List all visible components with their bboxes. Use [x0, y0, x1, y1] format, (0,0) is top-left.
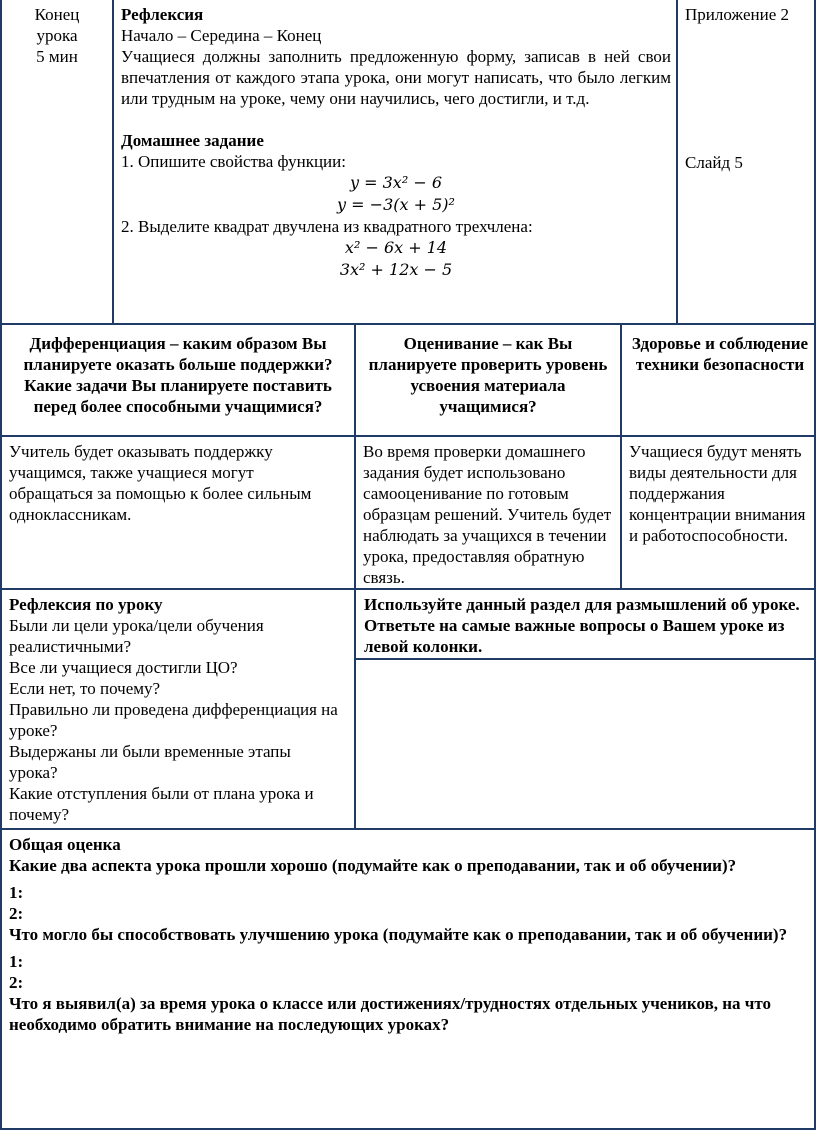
- homework-task-1: 1. Опишите свойства функции:: [121, 152, 346, 171]
- reflection-questions-title: Рефлексия по уроку: [9, 595, 163, 614]
- reflection-question-2: Все ли учащиеся достигли ЦО?: [9, 658, 238, 677]
- formula-2: [121, 194, 671, 216]
- reflection-question-4: Правильно ли проведена дифференциация на уроке?: [9, 700, 338, 740]
- top-table: [0, 0, 816, 325]
- reflection-question-1: Были ли цели урока/цели обучения реалистичными?: [9, 616, 264, 656]
- appendix-label: Приложение 2: [685, 5, 789, 24]
- summary-answer-1-2: 2:: [9, 904, 24, 923]
- summary-title: Общая оценка: [9, 835, 121, 854]
- reflection-text: Учащиеся должны заполнить предложенную форму, записав в ней свои впечатления от каждого этапа урока, они могут написать, что было легким или трудным на уроке, чему они научились, чего достигли, и т.д.: [121, 47, 671, 108]
- formula-1: [121, 172, 671, 194]
- homework-title: Домашнее задание: [121, 131, 264, 150]
- reflection-title: Рефлексия: [121, 5, 204, 24]
- header-assessment: Оценивание – как Вы планируете проверить уровень усвоения материала учащимися?: [368, 334, 608, 416]
- formula-4: [121, 259, 671, 281]
- cell-health-safety: Учащиеся будут менять виды деятельности для поддержания концентрации внимания и работоспособности.: [629, 442, 806, 545]
- summary-question-2: Что могло бы способствовать улучшению урока (подумайте как о преподавании, так и об обучении)?: [9, 925, 788, 944]
- reflection-questions: [9, 594, 339, 825]
- summary-content: [9, 834, 809, 1035]
- reflection-instructions: Используйте данный раздел для размышлений об уроке. Ответьте на самые важные вопросы о Вашем уроке из левой колонки.: [364, 595, 800, 656]
- resources-cell: [685, 4, 815, 173]
- cell-assessment: Во время проверки домашнего задания будет использовано самооценивание по готовым образцам решений. Учитель будет наблюдать за учащихся в течении урока, предоставляя обратную связь.: [363, 442, 612, 587]
- formula-3: [121, 237, 671, 259]
- formula-4-text: 3x² + 12x − 5: [339, 260, 453, 279]
- header-health-safety: Здоровье и соблюдение техники безопасности: [631, 334, 809, 374]
- summary-question-3: Что я выявил(а) за время урока о классе или достижениях/трудностях отдельных учеников, на что необходимо обратить внимание на последующих уроках?: [9, 994, 772, 1034]
- reflection-question-6: Какие отступления были от плана урока и почему?: [9, 784, 314, 824]
- homework-task-2: 2. Выделите квадрат двучлена из квадратного трехчлена:: [121, 217, 533, 236]
- cell-differentiation: Учитель будет оказывать поддержку учащимся, также учащиеся могут обращаться за помощью к более сильным одноклассникам.: [9, 442, 312, 524]
- formula-3-text: x² − 6x + 14: [344, 238, 448, 257]
- summary-question-1: Какие два аспекта урока прошли хорошо (подумайте как о преподавании, так и об обучении)?: [9, 856, 737, 875]
- stage-line-2: урока: [36, 26, 78, 45]
- summary-answer-2-1: 1:: [9, 952, 24, 971]
- summary-table: [0, 830, 816, 1130]
- header-differentiation: Дифференциация – каким образом Вы планируете оказать больше поддержки? Какие задачи Вы планируете поставить перед более способными учащимися?: [23, 334, 333, 416]
- stage-cell: [2, 4, 112, 67]
- stage-line-3: 5 мин: [36, 47, 78, 66]
- reflection-table: [0, 590, 816, 830]
- formula-1-text: y = 3x² − 6: [350, 173, 442, 192]
- reflection-cell: [121, 4, 671, 281]
- reflection-phases: Начало – Середина – Конец: [121, 26, 322, 45]
- reflection-question-5: Выдержаны ли были временные этапы урока?: [9, 742, 291, 782]
- summary-answer-1-1: 1:: [9, 883, 24, 902]
- reflection-answer-area[interactable]: [356, 660, 816, 828]
- formula-2-text: y = −3(x + 5)²: [337, 195, 455, 214]
- planning-table: [0, 325, 816, 590]
- reflection-question-3: Если нет, то почему?: [9, 679, 161, 698]
- summary-answer-2-2: 2:: [9, 973, 24, 992]
- stage-line-1: Конец: [34, 5, 80, 24]
- slide-label: Слайд 5: [685, 153, 743, 172]
